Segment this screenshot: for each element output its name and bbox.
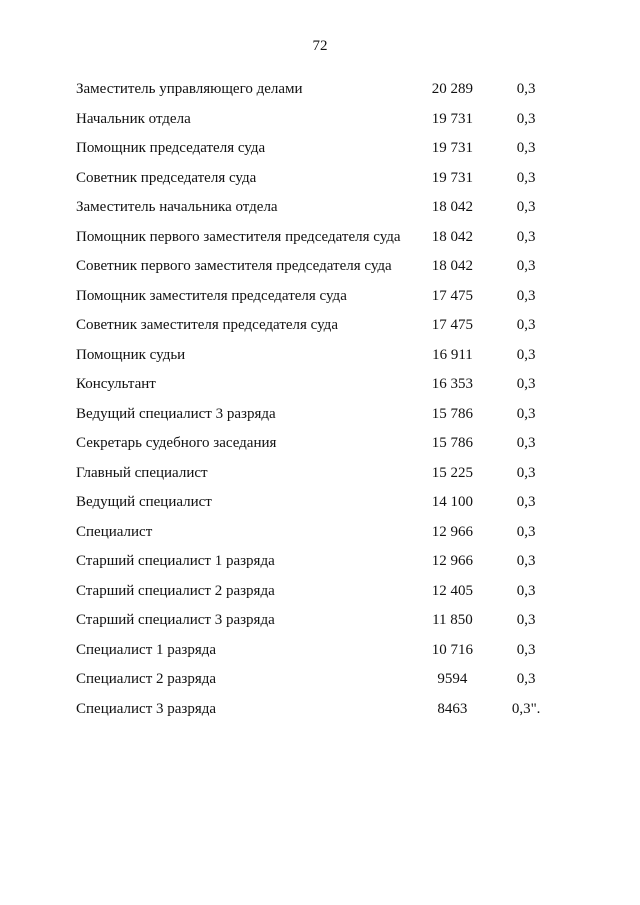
table-row <box>76 493 556 511</box>
table-row <box>76 405 556 423</box>
page-number: 72 <box>312 38 328 54</box>
salary-value: 11 850 <box>432 612 473 628</box>
coefficient-value: 0,3". <box>511 700 541 717</box>
coefficient-value: 0,3 <box>516 494 536 510</box>
table-row <box>76 316 556 334</box>
position-name: Специалист 2 разряда <box>76 671 217 687</box>
table-row <box>76 582 556 600</box>
position-name: Помощник заместителя председателя суда <box>76 287 347 304</box>
salary-value: 17 475 <box>431 287 474 304</box>
position-name: Начальник отдела <box>76 110 191 127</box>
salary-value: 18 042 <box>431 199 474 215</box>
table-row <box>76 670 556 688</box>
coefficient-value: 0,3 <box>516 612 536 628</box>
coefficient-value: 0,3 <box>516 376 536 392</box>
coefficient-value: 0,3 <box>516 199 536 215</box>
salary-value: 12 405 <box>431 582 474 599</box>
salary-table <box>76 80 556 729</box>
position-name: Старший специалист 2 разряда <box>76 582 275 599</box>
salary-value: 19 731 <box>431 140 474 156</box>
position-name: Помощник первого заместителя председателя суда <box>76 228 401 245</box>
coefficient-value: 0,3 <box>516 317 536 333</box>
position-name: Старший специалист 1 разряда <box>76 553 275 569</box>
coefficient-value: 0,3 <box>516 346 536 363</box>
coefficient-value: 0,3 <box>516 435 536 451</box>
salary-value: 19 731 <box>431 110 474 127</box>
coefficient-value: 0,3 <box>516 140 536 156</box>
table-row <box>76 523 556 541</box>
coefficient-value: 0,3 <box>516 553 536 569</box>
table-row <box>76 641 556 659</box>
position-name: Специалист <box>76 523 153 540</box>
position-name: Специалист 3 разряда <box>76 700 217 717</box>
salary-value: 15 786 <box>431 435 474 451</box>
position-name: Ведущий специалист 3 разряда <box>76 405 276 422</box>
salary-value: 12 966 <box>431 523 474 540</box>
table-row <box>76 346 556 364</box>
coefficient-value: 0,3 <box>516 287 536 304</box>
coefficient-value: 0,3 <box>516 582 536 599</box>
table-row <box>76 552 556 570</box>
salary-value: 16 911 <box>432 346 473 363</box>
position-name: Помощник судьи <box>76 346 186 363</box>
salary-value: 18 042 <box>431 258 474 274</box>
coefficient-value: 0,3 <box>516 405 536 422</box>
coefficient-value: 0,3 <box>516 258 536 274</box>
salary-value: 14 100 <box>431 494 474 510</box>
table-row <box>76 287 556 305</box>
table-row <box>76 700 556 718</box>
table-row <box>76 464 556 482</box>
coefficient-value: 0,3 <box>516 228 536 245</box>
coefficient-value: 0,3 <box>516 81 536 97</box>
position-name: Советник председателя суда <box>76 169 257 186</box>
coefficient-value: 0,3 <box>516 169 536 186</box>
salary-value: 19 731 <box>431 169 474 186</box>
coefficient-value: 0,3 <box>516 641 536 658</box>
position-name: Заместитель начальника отдела <box>76 199 278 215</box>
salary-value: 17 475 <box>431 317 474 333</box>
salary-value: 12 966 <box>431 553 474 569</box>
position-name: Старший специалист 3 разряда <box>76 612 275 628</box>
position-name: Специалист 1 разряда <box>76 641 217 658</box>
salary-value: 10 716 <box>431 641 474 658</box>
table-row <box>76 375 556 393</box>
table-row <box>76 257 556 275</box>
coefficient-value: 0,3 <box>516 671 536 687</box>
table-row <box>76 198 556 216</box>
salary-value: 8463 <box>437 700 468 717</box>
position-name: Главный специалист <box>76 464 208 481</box>
coefficient-value: 0,3 <box>516 523 536 540</box>
table-row <box>76 611 556 629</box>
table-row <box>76 139 556 157</box>
position-name: Ведущий специалист <box>76 494 212 510</box>
position-name: Советник первого заместителя председателя суда <box>76 258 392 274</box>
coefficient-value: 0,3 <box>516 110 536 127</box>
table-row <box>76 434 556 452</box>
position-name: Заместитель управляющего делами <box>76 81 303 97</box>
table-row <box>76 80 556 98</box>
table-row <box>76 228 556 246</box>
salary-value: 9594 <box>437 671 468 687</box>
coefficient-value: 0,3 <box>516 464 536 481</box>
salary-value: 15 225 <box>431 464 474 481</box>
salary-value: 15 786 <box>431 405 474 422</box>
table-row <box>76 169 556 187</box>
position-name: Помощник председателя суда <box>76 140 266 156</box>
position-name: Советник заместителя председателя суда <box>76 317 338 333</box>
position-name: Секретарь судебного заседания <box>76 435 277 451</box>
position-name: Консультант <box>76 376 156 392</box>
salary-value: 16 353 <box>431 376 474 392</box>
salary-value: 18 042 <box>431 228 474 245</box>
table-row <box>76 110 556 128</box>
salary-value: 20 289 <box>431 81 474 97</box>
